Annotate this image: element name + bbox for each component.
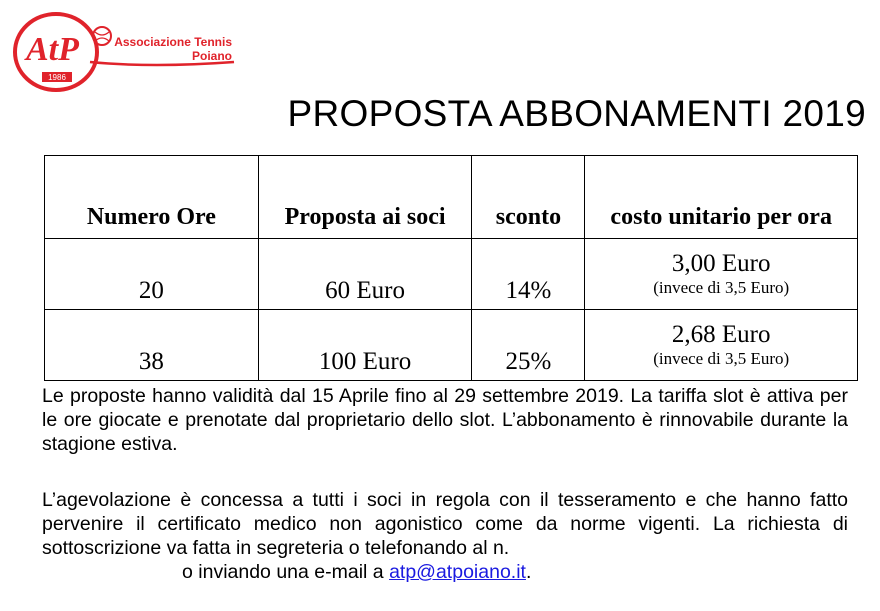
table-header-row (45, 156, 858, 239)
header-hours: Numero Ore (45, 156, 259, 239)
unit-cost-note: (invece di 3,5 Euro) (653, 278, 790, 297)
cell-price: 100 Euro (258, 310, 472, 381)
header-price: Proposta ai soci (258, 156, 472, 239)
cell-hours: 20 (45, 239, 259, 310)
logo-line1: Associazione Tennis (114, 35, 232, 49)
logo-year: 1986 (48, 73, 66, 82)
cell-unit-cost (585, 310, 858, 381)
header-unit-cost: costo unitario per ora (585, 156, 858, 239)
unit-cost-value: 2,68 Euro (671, 321, 771, 348)
contact-text: o inviando una e-mail a (182, 561, 384, 583)
logo-brand-text: AtP (26, 31, 79, 68)
club-logo (12, 8, 242, 98)
unit-cost-value: 3,00 Euro (671, 250, 771, 277)
header-discount: sconto (472, 156, 585, 239)
cell-discount: 25% (472, 310, 585, 381)
table-row (45, 239, 858, 310)
atp-logo-graphic (12, 8, 242, 98)
logo-line2: Poiano (191, 49, 232, 63)
validity-paragraph: Le proposte hanno validità dal 15 Aprile fino al 29 settembre 2019. La tariffa slot è attiva per le ore giocate e prenotate dal proprietario dello slot. L’abbonamento è rinnovabile durante la stagione estiva. (42, 385, 848, 455)
page-title: PROPOSTA ABBONAMENTI 2019 (287, 93, 866, 134)
tennis-ball-icon (93, 27, 111, 45)
email-link[interactable]: atp@atpoiano.it (389, 561, 526, 583)
table-row (45, 310, 858, 381)
contact-end: . (525, 561, 532, 583)
contact-line (42, 560, 848, 584)
eligibility-paragraph (42, 488, 848, 584)
cell-unit-cost (585, 239, 858, 310)
subscription-table (44, 155, 858, 381)
eligibility-text: L’agevolazione è concessa a tutti i soci in regola con il tesseramento e che hanno fatto pervenire il certificato medico non agonistico come da norme vigenti. La richiesta di sottoscrizione va fatta in segreteria o telefonando al n. (42, 489, 848, 559)
cell-discount: 14% (472, 239, 585, 310)
cell-hours: 38 (45, 310, 259, 381)
unit-cost-note: (invece di 3,5 Euro) (653, 349, 790, 368)
cell-price: 60 Euro (258, 239, 472, 310)
